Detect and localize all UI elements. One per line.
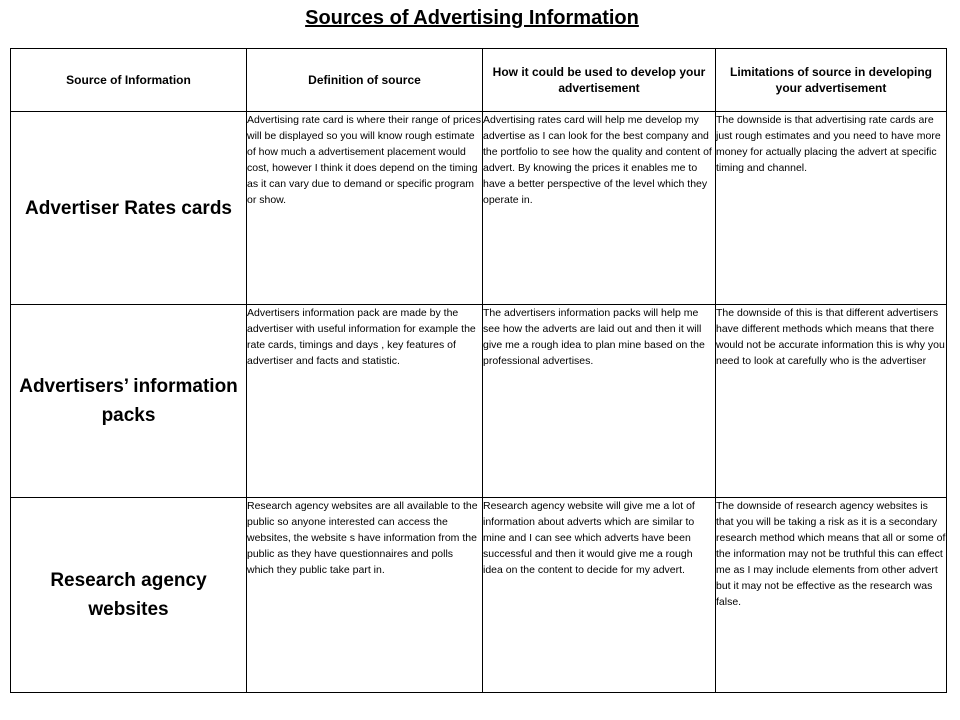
source-name: Advertisers’ information packs bbox=[11, 305, 247, 498]
table-row bbox=[11, 498, 947, 693]
sources-table bbox=[10, 48, 947, 693]
header-limitations: Limitations of source in developing your advertisement bbox=[716, 49, 947, 112]
header-definition: Definition of source bbox=[247, 49, 483, 112]
usage-text: Research agency website will give me a lot of information about adverts which are similar to mine and I can see which adverts have been successful and then it would give me a rough idea on the content to decide for my advert. bbox=[483, 498, 716, 693]
usage-text: Advertising rates card will help me develop my advertise as I can look for the best company and the portfolio to see how the quality and content of advert. By knowing the prices it enables me to have a better perspective of the level which they operate in. bbox=[483, 112, 716, 305]
definition-text: Advertising rate card is where their range of prices will be displayed so you will know rough estimate of how much a advertisement placement would cost, however I think it does depend on the timing as it can vary due to demand or specific program or show. bbox=[247, 112, 483, 305]
usage-text: The advertisers information packs will help me see how the adverts are laid out and then it will give me a rough idea to plan mine based on the professional advertises. bbox=[483, 305, 716, 498]
header-usage: How it could be used to develop your advertisement bbox=[483, 49, 716, 112]
page-title: Sources of Advertising Information bbox=[305, 7, 639, 29]
limitations-text: The downside of this is that different advertisers have different methods which means that there would not be accurate information this is why you need to look at carefully who is the advertiser bbox=[716, 305, 947, 498]
definition-text: Advertisers information pack are made by the advertiser with useful information for example the rate cards, timings and days , key features of advertiser and facts and statistic. bbox=[247, 305, 483, 498]
table-row bbox=[11, 112, 947, 305]
header-source: Source of Information bbox=[11, 49, 247, 112]
table-row bbox=[11, 305, 947, 498]
source-name: Advertiser Rates cards bbox=[11, 112, 247, 305]
limitations-text: The downside of research agency websites is that you will be taking a risk as it is a secondary research method which means that all or some of the information may not be truthful this can effect me as I may include elements from other advert but it may not be effective as the research was false. bbox=[716, 498, 947, 693]
definition-text: Research agency websites are all available to the public so anyone interested can access the websites, the website s have information from the public as they have questionnaires and polls which they public take part in. bbox=[247, 498, 483, 693]
source-name: Research agency websites bbox=[11, 498, 247, 693]
table-header-row bbox=[11, 49, 947, 112]
limitations-text: The downside is that advertising rate cards are just rough estimates and you need to have more money for actually placing the advert at specific timing and channel. bbox=[716, 112, 947, 305]
